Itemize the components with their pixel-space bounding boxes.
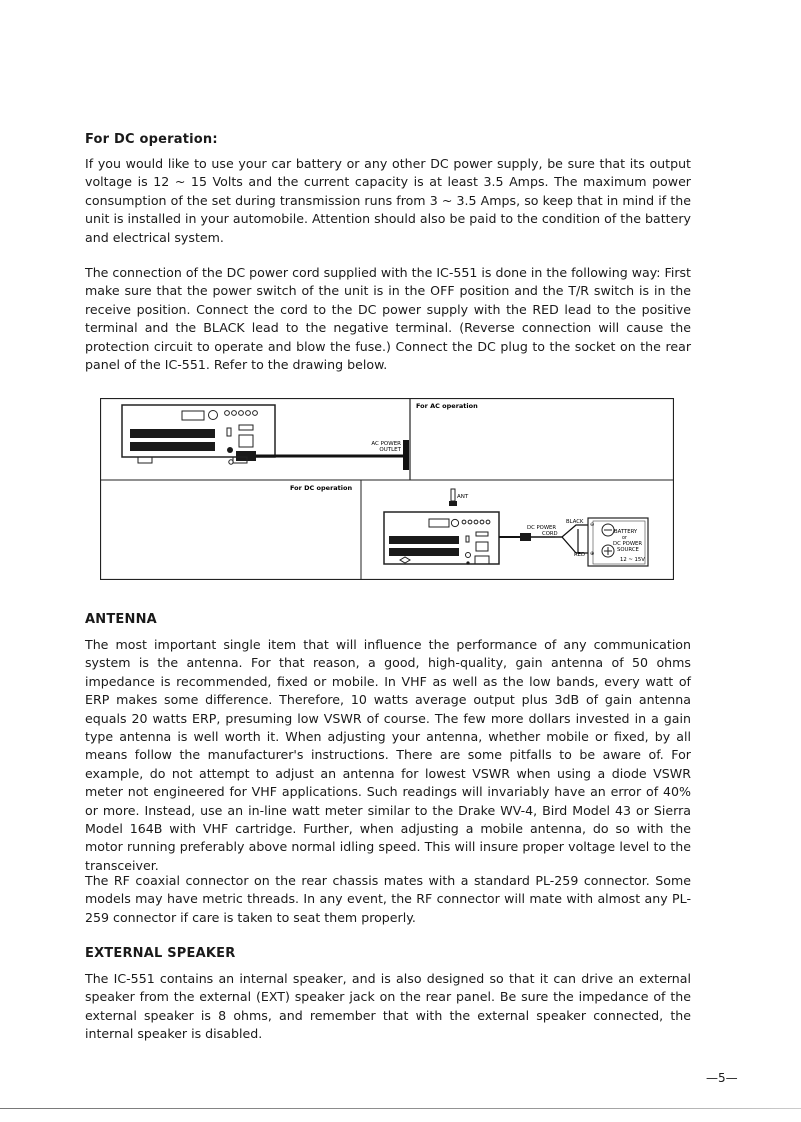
dc-transceiver-rear-panel bbox=[384, 512, 499, 565]
external-speaker-heading: EXTERNAL SPEAKER bbox=[85, 946, 236, 961]
ant-label: ANT bbox=[457, 494, 469, 500]
ac-transceiver-rear-panel bbox=[122, 405, 275, 464]
antenna-paragraph-1: The most important single item that will influence the performance of any communication system is the antenna. For that reason, a good, high-quality, gain antenna of 50 ohms impedance is recommended, fixed or mobile. In VHF as well as the low bands, every watt of ERP makes some difference. Therefore, 10 watts average output plus 3dB of gain antenna equals 20 watts ERP, presuming low VSWR of course. The few more dollars invested in a gain type antenna is well worth it. When adjusting your antenna, whether mobile or fixed, by all means follow the manufacturer's instructions. There are some pitfalls to be aware of. For example, do not attempt to adjust an antenna for lowest VSWR when using a diode VSWR meter not engineered for VHF applications. Such readings will invariably have an error of 40% or more. Instead, use an in-line watt meter similar to the Drake WV-4, Bird Model 43 or Sierra Model 164B with VHF cartridge. Further, when adjusting a mobile antenna, do so with the motor running preferably above normal idling speed. This will insure proper voltage level to the transceiver. bbox=[85, 637, 691, 873]
dc-paragraph-1: If you would like to use your car battery or any other DC power supply, be sure that its output voltage is 12 ~ 15 Volts and the current capacity is at least 3.5 Amps. The maximum power consumption of the set during transmission runs from 3 ~ 3.5 Amps, so keep that in mind if the unit is installed in your automobile. Attention should also be paid to the condition of the battery and electrical system. bbox=[85, 156, 691, 245]
voltage-label: 12 ~ 15V bbox=[620, 557, 645, 563]
footer-rule bbox=[0, 1108, 801, 1109]
battery-label-line3: DC POWER bbox=[613, 541, 643, 547]
battery-label-line1: BATTERY bbox=[614, 529, 638, 535]
dc-operation-caption: For DC operation bbox=[290, 484, 353, 492]
ac-outlet-label-line2: OUTLET bbox=[379, 447, 401, 453]
antenna-connector bbox=[449, 489, 457, 506]
ac-outlet-label-line1: AC POWER bbox=[371, 441, 401, 447]
page-number: —5— bbox=[706, 1071, 738, 1085]
ac-operation-caption: For AC operation bbox=[416, 402, 478, 410]
dc-cord-label-line2: CORD bbox=[542, 531, 558, 537]
antenna-heading: ANTENNA bbox=[85, 612, 157, 627]
minus-terminal-icon: ⊖ bbox=[590, 522, 595, 528]
battery-label-line4: SOURCE bbox=[617, 547, 639, 553]
dc-cord-label-line1: DC POWER bbox=[527, 525, 557, 531]
red-lead-label: RED bbox=[574, 552, 586, 558]
dc-operation-heading: For DC operation: bbox=[85, 132, 218, 147]
antenna-paragraph-2: The RF coaxial connector on the rear chassis mates with a standard PL-259 connector. Some models may have metric threads. In any event, the RF connector will mate with almost any PL-259 connector if care is taken to seat them properly. bbox=[85, 873, 691, 925]
plus-terminal-icon: ⊕ bbox=[590, 551, 595, 557]
ac-power-outlet bbox=[403, 440, 409, 470]
connection-diagram bbox=[100, 398, 674, 580]
battery-label-line2: or bbox=[622, 536, 627, 541]
dc-paragraph-2: The connection of the DC power cord supplied with the IC-551 is done in the following way: First make sure that the power switch of the unit is in the OFF position and the T/R switch is in the receive position. Connect the cord to the DC power supply with the RED lead to the positive terminal and the BLACK lead to the negative terminal. (Reverse connection will cause the protection circuit to operate and blow the fuse.) Connect the DC plug to the socket on the rear panel of the IC-551. Refer to the drawing below. bbox=[85, 265, 691, 373]
speaker-paragraph: The IC-551 contains an internal speaker, and is also designed so that it can drive an external speaker from the external (EXT) speaker jack on the rear panel. Be sure the impedance of the external speaker is 8 ohms, and remember that with the external speaker connected, the internal speaker is disabled. bbox=[85, 971, 691, 1042]
black-lead-label: BLACK bbox=[566, 519, 584, 525]
